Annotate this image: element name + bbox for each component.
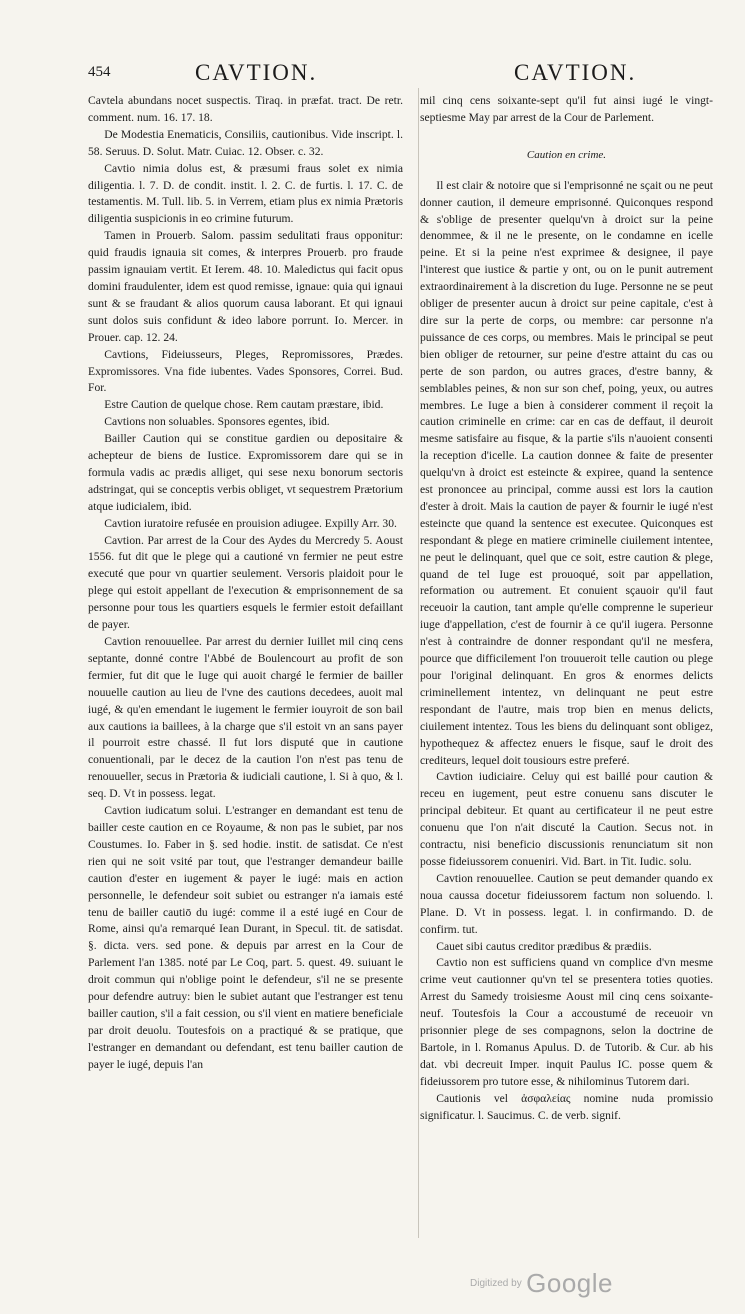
entry-paragraph: Cavtion renouuellee. Caution se peut demander quando ex noua caussa docetur fideiussorem factum non soluendo. l. Plane. D. Vt in possess. legat. l. in confirmando. D. de confirm. tut. xyxy=(420,871,713,936)
section-heading: Caution en crime. xyxy=(526,148,607,161)
entry-paragraph: Cavtion iuratoire refusée en prouision adiugee. Expilly Arr. 30. xyxy=(104,516,397,530)
google-logo: Google xyxy=(526,1268,613,1298)
entry-paragraph: Estre Caution de quelque chose. Rem cautam præstare, ibid. xyxy=(104,398,384,412)
right-column xyxy=(420,93,713,1124)
entry-paragraph: Cavtio non est sufficiens quand vn complice d'vn mesme crime veut cautionner qu'vn tel se presentera toties quoties. Arrest du Samedy troisiesme Aoust mil cinq cens soixante-neuf. Toutesfois la Cour a accoustumé de receuoir vn prisonnier plege de ses compagnons, selon la doctrine de Bartole, in l. Romanus Apulus. D. de Tutorib. & Cur. ab his dat. vbi decreuit Imper. inquit Paulus IC. posse quem & fideiussorem pro tutore esse, & nihilominus Tutorem dari. xyxy=(420,956,713,1088)
entry-paragraph: Cavtion iudiciaire. Celuy qui est baillé pour caution & receu en iugement, peut estre conuenu sans discuter le principal debiteur. Et quant au certificateur il ne peut estre conuenu que l'on n'ait discuté la Caution. Secus not. in contractu, nisi beneficio discussionis renunciatum sit non posse fideiussorem conueniri. Vid. Bart. in Tit. Iudic. solu. xyxy=(420,770,713,868)
entry-paragraph: Cavtions, Fideiusseurs, Pleges, Repromissores, Prædes. Expromissores. Vna fide iubentes. Vades Sponsores, Correi. Bud. For. xyxy=(88,347,403,395)
entry-paragraph: Cauet sibi cautus creditor prædibus & prædiis. xyxy=(436,939,652,953)
entry-paragraph: Bailler Caution qui se constitue gardien ou depositaire & achepteur de biens de Iustice. Expromissorem dare qui se in formula vadis ac prædis alliget, qui sese nexu bonorum sectoris adstringat, qui se conceptis verbis obliget, vt sequestrem Prætorium atque iudicialem, ibid. xyxy=(88,432,403,513)
page-number: 454 xyxy=(88,64,111,80)
entry-paragraph: Cavtio nimia dolus est, & præsumi fraus solet ex nimia diligentia. l. 7. D. de condit. instit. l. 2. C. de furtis. l. 17. C. de testamentis. M. Tull. lib. 5. in Verrem, etiam plus ex nimia Prætoris diligentia suspicionis in eo crimine futurum. xyxy=(88,161,403,226)
entry-paragraph: De Modestia Enematicis, Consiliis, cautionibus. Vide inscript. l. 58. Seruus. D. Solut. Matr. Cuiac. 12. Obser. c. 32. xyxy=(88,127,403,158)
entry-paragraph: Cavtela abundans nocet suspectis. Tiraq. in præfat. tract. De retr. comment. num. 16. 17. 18. xyxy=(88,94,403,124)
running-head-left: CAVTION. xyxy=(195,60,318,85)
entry-paragraph: Cavtion. Par arrest de la Cour des Aydes du Mercredy 5. Aoust 1556. fut dit que le plege qui a cautioné vn fermier ne peut estre executé que pour vn quartier seulement. Versoris plaidoit pour le plege qui estoit appellant de l'execution & emprisonnement de sa personne pour tous les quartiers esquels le fermier estoit defaillant de payer. xyxy=(88,533,403,632)
entry-paragraph: Tamen in Prouerb. Salom. passim sedulitati fraus opponitur: quid fraudis ignauia sit comes, & interpres Prouerb. pro fraude passim ignauiam vertit. Et Ierem. 48. 10. Maledictus qui facit opus domini fraudulenter, idem est quod remisse, ignaue: quia qui ignaui sunt & se fraudant & alios quorum causa laborant. Et qui ignaui sunt dolos suis confidunt & ideo labore porrunt. Io. Mercer. in Prouer. cap. 12. 24. xyxy=(88,229,403,344)
entry-paragraph: Cautionis vel ἀσφαλείας nomine nuda promissio significatur. l. Saucimus. C. de verb. signif. xyxy=(420,1091,713,1122)
running-head-right: CAVTION. xyxy=(514,60,637,85)
entry-paragraph: Cavtions non soluables. Sponsores egentes, ibid. xyxy=(104,415,330,429)
entry-paragraph: Cavtion renouuellee. Par arrest du dernier Iuillet mil cinq cens septante, donné contre l'Abbé de Boulencourt au profit de son fermier, fut dit que le Iuge qui auoit chargé le fermier de bailler nouuelle caution au lieu de l'vne des cautions decedees, auoit mal iugé, & qu'en emendant le iugement le fermier iouyroit de son bail aux cautions ia baillees, à la charge que s'il estoit vn an sans payer il pourroit estre chassé. Il fut lors disputé que in cautione conuentionali, par le decez de la caution l'on n'est pas tenu de renouueller, secus in Prætoria & iudiciali cautione, l. Si à quo, & l. seq. D. Vt in possess. legat. xyxy=(88,635,403,801)
continuation-paragraph: mil cinq cens soixante-sept qu'il fut ainsi iugé le vingt-septiesme May par arrest de la Cour de Parlement. xyxy=(420,94,713,124)
entry-paragraph: Il est clair & notoire que si l'emprisonné ne sçait ou ne peut donner caution, il demeure emprisonné. Quiconques respond & s'oblige de presenter quelqu'vn à droict sur la peine denommee, & il ne le presente, on le condamne en icelle peine. Et si la peine n'est exprimee & designee, il paye l'interest que iustice & partie y ont, ou on le punit autrement extraordinairement à la discretion du Iuge. Personne ne se peut obliger de presenter aucun à droict sur peine capitale, c'est à dire sur la perte de corps, ou membre: car personne n'a puissance de ces corps, ou membres. Mais le principal se peut bien obliger de retourner, sur peine d'estre attaint du cas ou perte de son pardon, ou autres graces, d'estre banny, & semblables peines, & non sur son chef, poing, yeux, ou autres membres. Le Iuge a bien à considerer comment il reçoit la caution criminelle en crime: car en cas de deffaut, il deuroit mesme satisfaire au fisque, & la partie s'ils n'auoient consenti la reception d'icelle. La caution donnee & faite de presenter quelqu'vn à droict est esteincte & expiree, quand la sentence est prononcee au principal, comme aussi est lors la caution d'ester à droit. Mais la caution de payer & fournir le iugé n'est esteincte que quand la sentence est executee. Quiconques est respondant & plege en matiere criminelle ciuilement intentee, ne peut le delinquant, quel que ce soit, estre caution & plege, quand de tel Iuge est prouoqué, soit par appellation, reformation ou autrement. Et conuient sçauoir qu'il faut receuoir la caution, tant ample qu'elle comprenne le superieur iuge d'appellation, c'est de fournir à ce qu'il iugera. Personne n'est à contraindre de donner respondant qu'il ne mesfera, pource que difficilement l'on trouueroit telle caution ou plege pour l'original delinquant. En gros & enormes delicts criminellement intentez, vn delinquant ne peut estre respondant de l'autre, mais trop bien en menus delicts, ciuilement intentez. Tous les biens du delinquant sont obligez, hypothequez & affectez enuers le fisque, sauf le droit des crediteurs, lequel doit tousiours estre preferé. xyxy=(420,178,713,767)
digitized-by-google-watermark xyxy=(470,1268,613,1299)
column-divider xyxy=(418,88,419,1238)
digitized-by-label: Digitized by xyxy=(470,1278,522,1289)
entry-paragraph: Cavtion iudicatum solui. L'estranger en demandant est tenu de bailler ceste caution en ce Royaume, & non pas le subiet, par nos Coustumes. Io. Faber in §. sed hodie. instit. de satisdat. Ce n'est rien qui ne soit vsité par tout, que l'estranger demandeur baille caution d'ester en iugement & payer le iugé: mais en action personnelle, le defendeur soit subiet ou estranger n'a iamais esté tenu de bailler cautiō du iugé: comme il a esté iugé en Cour de Rome, ainsi qu'a remarqué Iean Durant, in Specul. tit. de satisdat. §. dicta. vers. sed pone. & depuis par arrest en la Cour de Parlement l'an 1385. noté par Le Coq, part. 5. quest. 49. suiuant le droit commun qui n'oblige point le defendeur, s'il ne se presente pour defendre autruy: bien le subiet autant que l'estranger est tenu bailler caution, s'il a fait cession, ou s'il vient en matiere beneficiale par droit deuolu. Toutesfois on a practiqué & se pratique, que l'estranger en demandant ou defendant, est tenu bailler caution de payer le iugé, depuis l'an xyxy=(88,804,403,1071)
left-column xyxy=(88,93,403,1074)
